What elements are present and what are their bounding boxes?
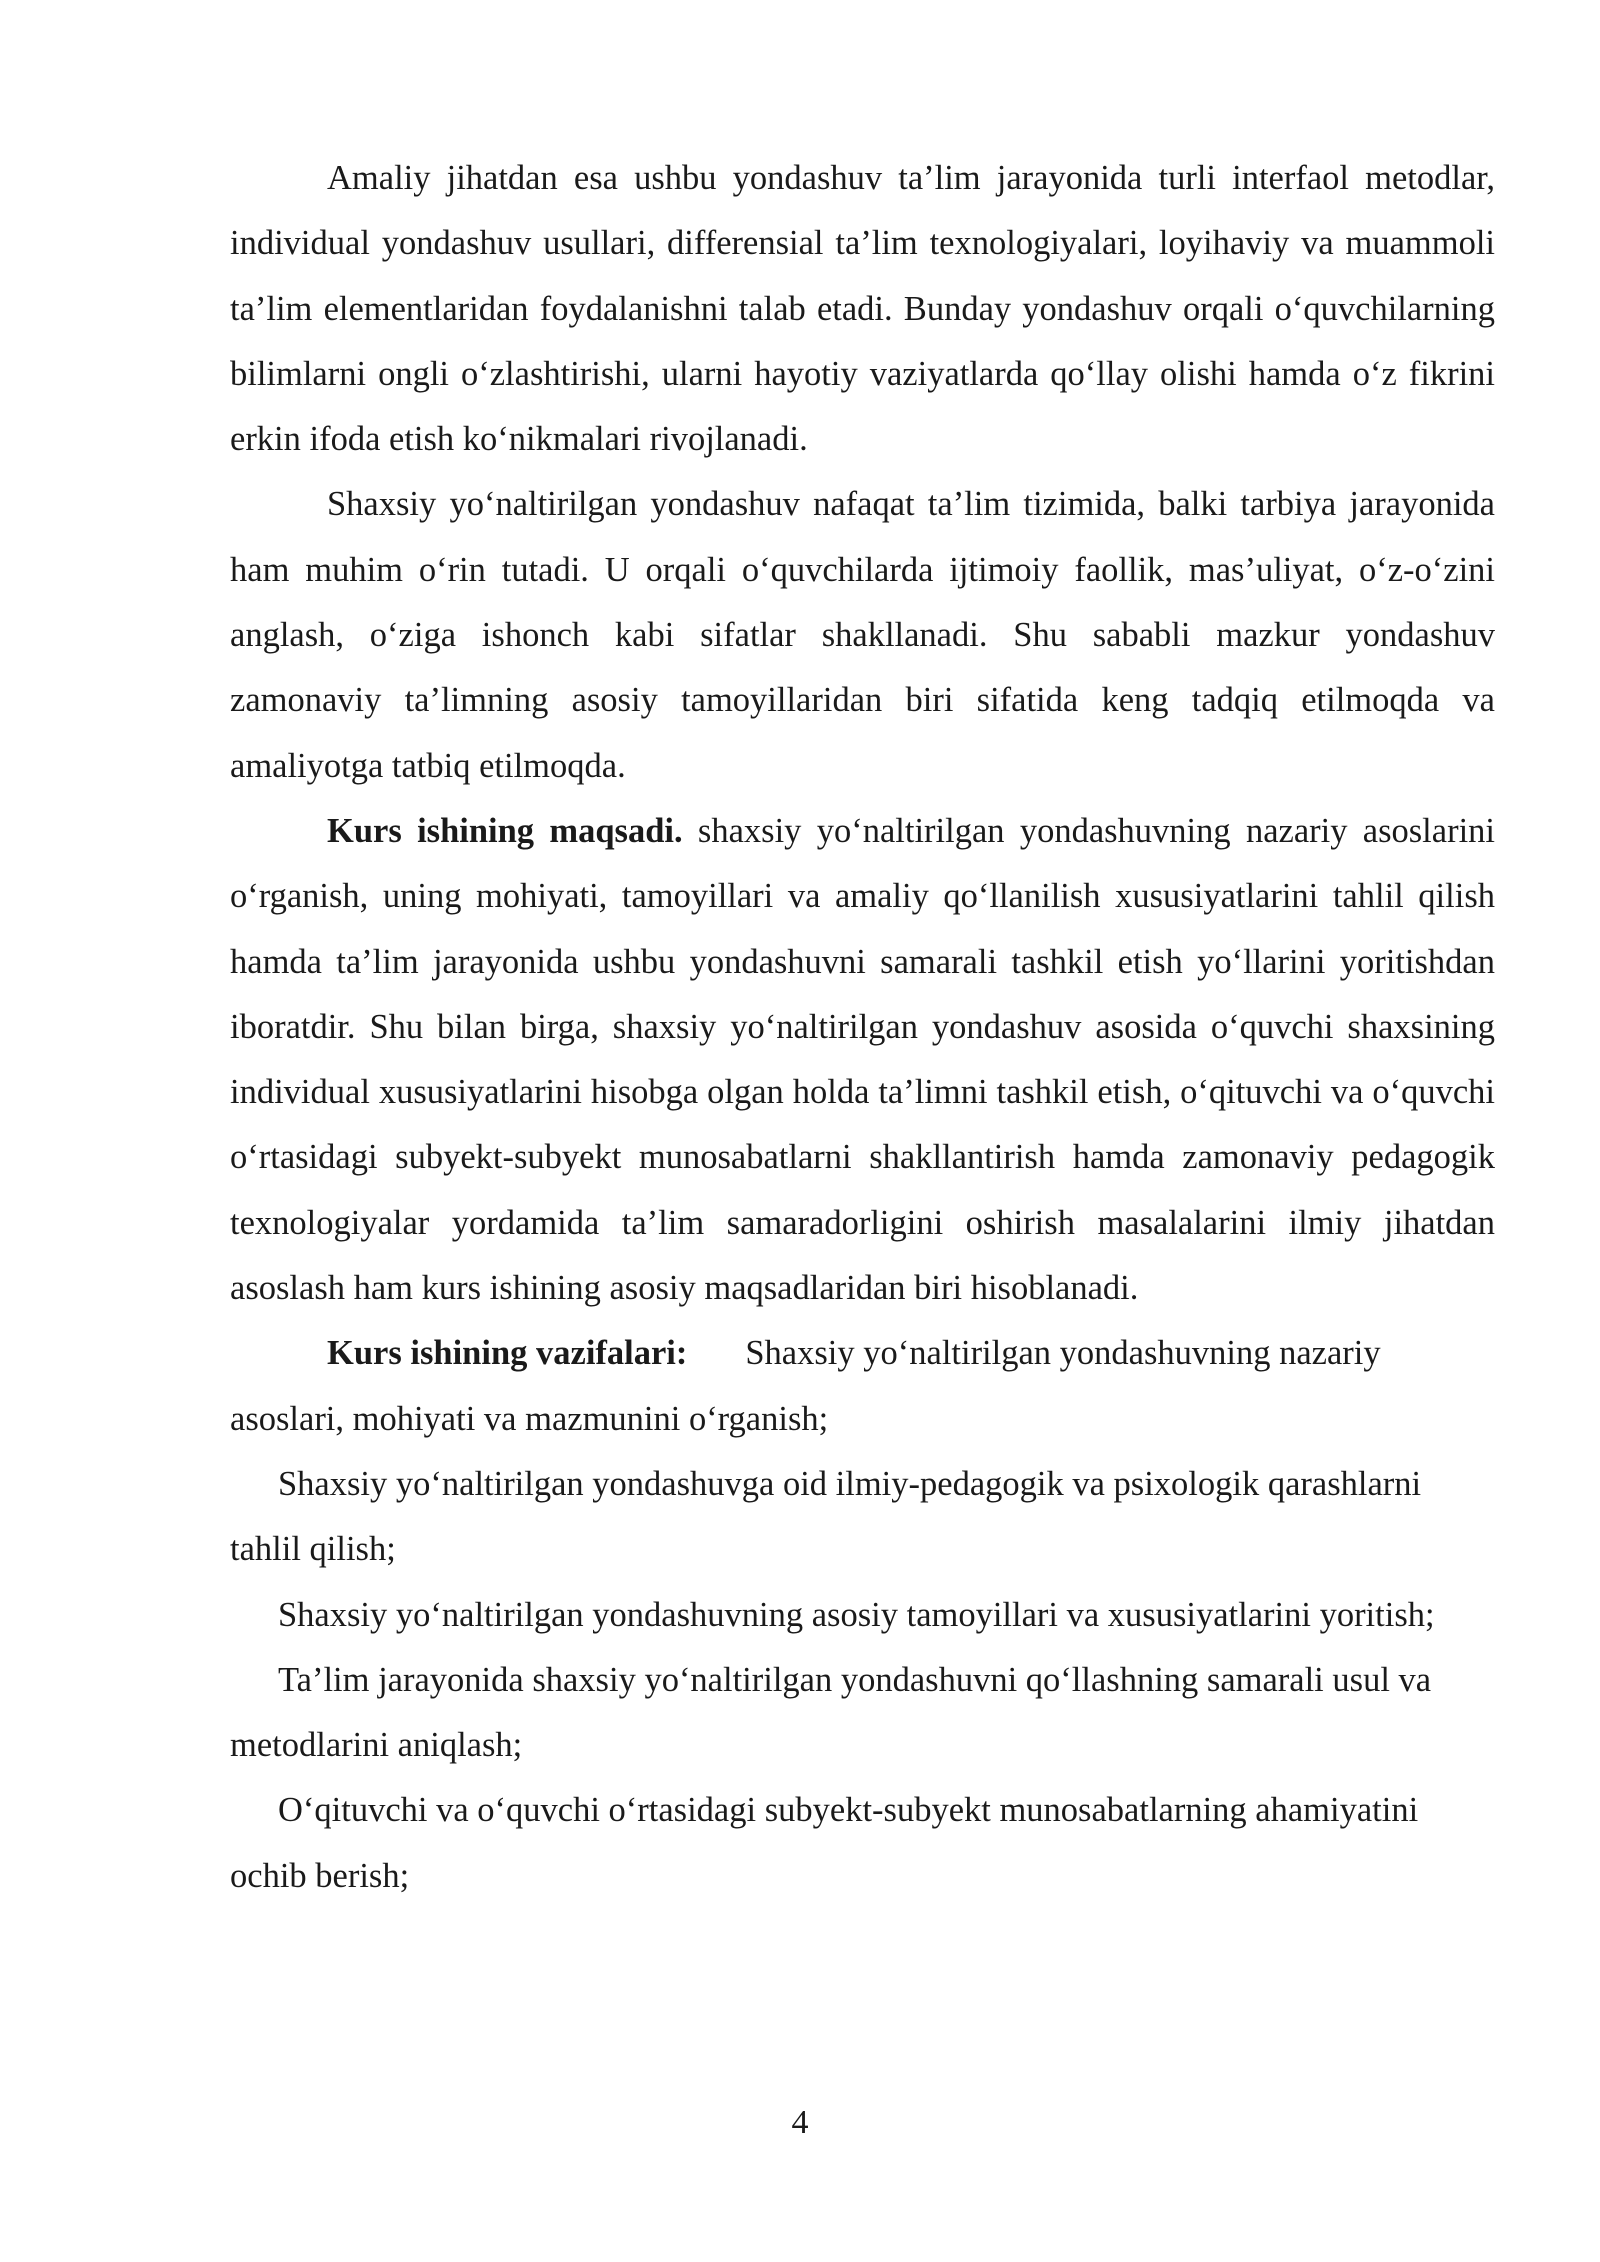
paragraph-course-tasks: [230, 1321, 1495, 1452]
paragraph-course-goal: [230, 799, 1495, 1321]
task-item: Shaxsiy yo‘naltirilgan yondashuvning asosiy tamoyillari va xususiyatlarini yoritish;: [278, 1595, 1435, 1634]
paragraph-practical-aspect: Amaliy jihatdan esa ushbu yondashuv ta’lim jarayonida turli interfaol metodlar, individual yondashuv usullari, differensial ta’lim texnologiyalari, loyihaviy va muammoli ta’lim elementlaridan foydalanishni talab etadi. Bunday yondashuv orqali o‘quvchilarning bilimlarni ongli o‘zlashtirishi, ularni hayotiy vaziyatlarda qo‘llay olishi hamda o‘z fikrini erkin ifoda etish ko‘nikmalari rivojlanadi.: [230, 159, 1495, 459]
paragraph-personal-approach: Shaxsiy yo‘naltirilgan yondashuv nafaqat ta’lim tizimida, balki tarbiya jarayonida ham muhim o‘rin tutadi. U orqali o‘quvchilarda ijtimoiy faollik, mas’uliyat, o‘z-o‘zini anglash, o‘ziga ishonch kabi sifatlar shakllanadi. Shu sababli mazkur yondashuv zamonaviy ta’limning asosiy tamoyillaridan biri sifatida keng tadqiq etilmoqda va amaliyotga tatbiq etilmoqda.: [230, 485, 1495, 785]
task-item: Shaxsiy yo‘naltirilgan yondashuvga oid ilmiy-pedagogik va psixologik qarashlarni tahlil qilish;: [230, 1464, 1422, 1569]
task-item-first: Shaxsiy yo‘naltirilgan yondashuvning nazariy asoslari, mohiyati va mazmunini o‘rganish;: [230, 1334, 1381, 1438]
page-number: 4: [791, 2104, 809, 2141]
task-item: O‘qituvchi va o‘quvchi o‘rtasidagi subyekt-subyekt munosabatlarning ahamiyatini ochib berish;: [230, 1791, 1419, 1895]
course-goal-heading: Kurs ishining maqsadi.: [327, 811, 683, 850]
course-goal-text: shaxsiy yo‘naltirilgan yondashuvning nazariy asoslarini o‘rganish, uning mohiyati, tamoyillari va amaliy qo‘llanilish xususiyatlarini tahlil qilish hamda ta’lim jarayonida ushbu yondashuvni samarali tashkil etish yo‘llarini yoritishdan iboratdir. Shu bilan birga, shaxsiy yo‘naltirilgan yondashuv asosida o‘quvchi shaxsining individual xususiyatlarini hisobga olgan holda ta’limni tashkil etish, o‘qituvchi va o‘quvchi o‘rtasidagi subyekt-subyekt munosabatlarni shakllantirish hamda zamonaviy pedagogik texnologiyalar yordamida ta’lim samaradorligini oshirish masalalarini ilmiy jihatdan asoslash ham kurs ishining asosiy maqsadlaridan biri hisoblanadi.: [230, 811, 1495, 1308]
page-body: [230, 146, 1495, 1909]
course-tasks-heading: Kurs ishining vazifalari:: [327, 1334, 688, 1373]
task-item: Ta’lim jarayonida shaxsiy yo‘naltirilgan yondashuvni qo‘llashning samarali usul va metodlarini aniqlash;: [230, 1660, 1432, 1765]
